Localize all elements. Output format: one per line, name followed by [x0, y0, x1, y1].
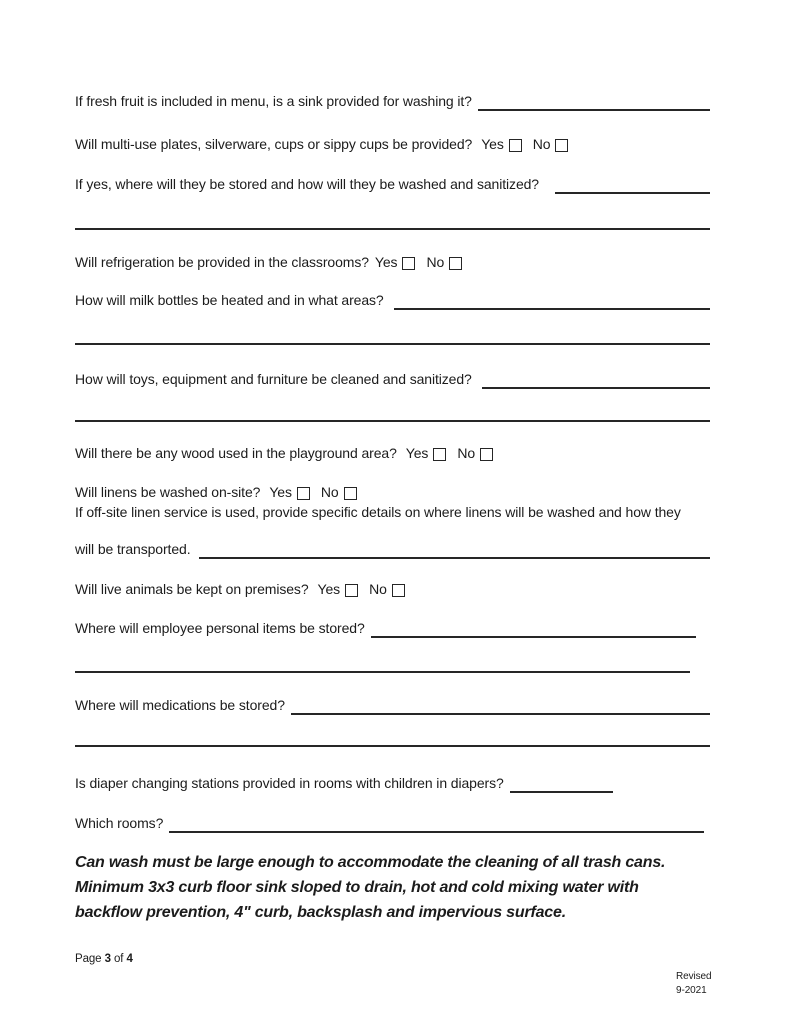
question-employee-items	[75, 619, 710, 638]
question-text: Will refrigeration be provided in the classrooms?	[75, 254, 369, 270]
page-total: 4	[126, 953, 133, 965]
answer-blank-toys-cleaned	[482, 373, 710, 389]
question-linens-onsite	[75, 483, 710, 502]
question-medications	[75, 696, 710, 715]
note-line-3: backflow prevention, 4" curb, backsplash and impervious surface.	[75, 904, 566, 921]
yes-label: Yes	[269, 484, 292, 500]
question-text: If yes, where will they be stored and how will they be washed and sanitized?	[75, 176, 539, 192]
answer-blank-medications	[291, 699, 710, 715]
page-label: Page	[75, 953, 102, 965]
answer-blank-employee-items	[371, 622, 696, 638]
question-which-rooms	[75, 814, 710, 833]
of-label: of	[113, 953, 124, 965]
yes-checkbox	[433, 448, 446, 461]
question-diaper-stations	[75, 774, 710, 793]
no-label: No	[426, 254, 445, 270]
can-wash-note	[75, 850, 710, 925]
revised-label: Revised	[676, 971, 712, 982]
answer-line-continuation-3	[75, 420, 710, 422]
answer-line-continuation-4	[75, 671, 690, 673]
instruction-text: If off-site linen service is used, provide specific details on where linens will be washed and how they	[75, 504, 681, 520]
question-text: Is diaper changing stations provided in rooms with children in diapers?	[75, 775, 504, 791]
no-checkbox	[555, 139, 568, 152]
answer-blank-transported	[199, 543, 710, 559]
answer-blank-which-rooms	[169, 817, 704, 833]
yes-checkbox	[297, 487, 310, 500]
answer-line-continuation-5	[75, 745, 710, 747]
question-text: Will multi-use plates, silverware, cups or sippy cups be provided?	[75, 136, 473, 152]
question-text: Will live animals be kept on premises?	[75, 581, 309, 597]
answer-blank-milk-bottles	[394, 294, 710, 310]
yes-checkbox	[345, 584, 358, 597]
no-label: No	[457, 445, 476, 461]
question-text: How will toys, equipment and furniture be cleaned and sanitized?	[75, 371, 472, 387]
question-text: Will linens be washed on-site?	[75, 484, 261, 500]
note-line-1: Can wash must be large enough to accommodate the cleaning of all trash cans.	[75, 854, 666, 871]
question-if-yes-stored	[75, 175, 710, 194]
question-refrigeration	[75, 253, 710, 272]
yes-checkbox	[509, 139, 522, 152]
note-line-2: Minimum 3x3 curb floor sink sloped to drain, hot and cold mixing water with	[75, 879, 639, 896]
question-text: If fresh fruit is included in menu, is a sink provided for washing it?	[75, 93, 472, 109]
question-transported	[75, 540, 710, 559]
revised-stamp	[676, 970, 711, 998]
yes-checkbox	[402, 257, 415, 270]
yes-label: Yes	[405, 445, 429, 461]
no-label: No	[320, 484, 339, 500]
question-text: Which rooms?	[75, 815, 164, 831]
page-number: 3	[104, 953, 111, 965]
no-label: No	[532, 136, 551, 152]
no-checkbox	[480, 448, 493, 461]
offsite-linen-instruction	[75, 503, 710, 522]
no-checkbox	[344, 487, 357, 500]
question-text: Where will medications be stored?	[75, 697, 285, 713]
question-text: will be transported.	[75, 541, 191, 557]
no-checkbox	[449, 257, 462, 270]
yes-label: Yes	[374, 254, 398, 270]
no-checkbox	[392, 584, 405, 597]
answer-blank-diaper-stations	[510, 777, 613, 793]
question-milk-bottles	[75, 291, 710, 310]
question-wood-playground	[75, 444, 710, 463]
revised-date: 9-2021	[676, 985, 707, 996]
question-live-animals	[75, 580, 710, 599]
question-text: How will milk bottles be heated and in what areas?	[75, 292, 384, 308]
yes-label: Yes	[317, 581, 341, 597]
answer-blank-if-yes-stored	[555, 178, 710, 194]
page-number-footer	[75, 953, 133, 965]
answer-blank-fresh-fruit	[478, 95, 710, 111]
answer-line-continuation-1	[75, 228, 710, 230]
question-multi-use-plates	[75, 135, 710, 154]
question-text: Where will employee personal items be stored?	[75, 620, 365, 636]
no-label: No	[369, 581, 387, 597]
yes-label: Yes	[481, 136, 504, 152]
question-text: Will there be any wood used in the playground area?	[75, 445, 397, 461]
form-content	[75, 0, 710, 925]
question-toys-cleaned	[75, 370, 710, 389]
question-fresh-fruit	[75, 92, 710, 111]
answer-line-continuation-2	[75, 343, 710, 345]
